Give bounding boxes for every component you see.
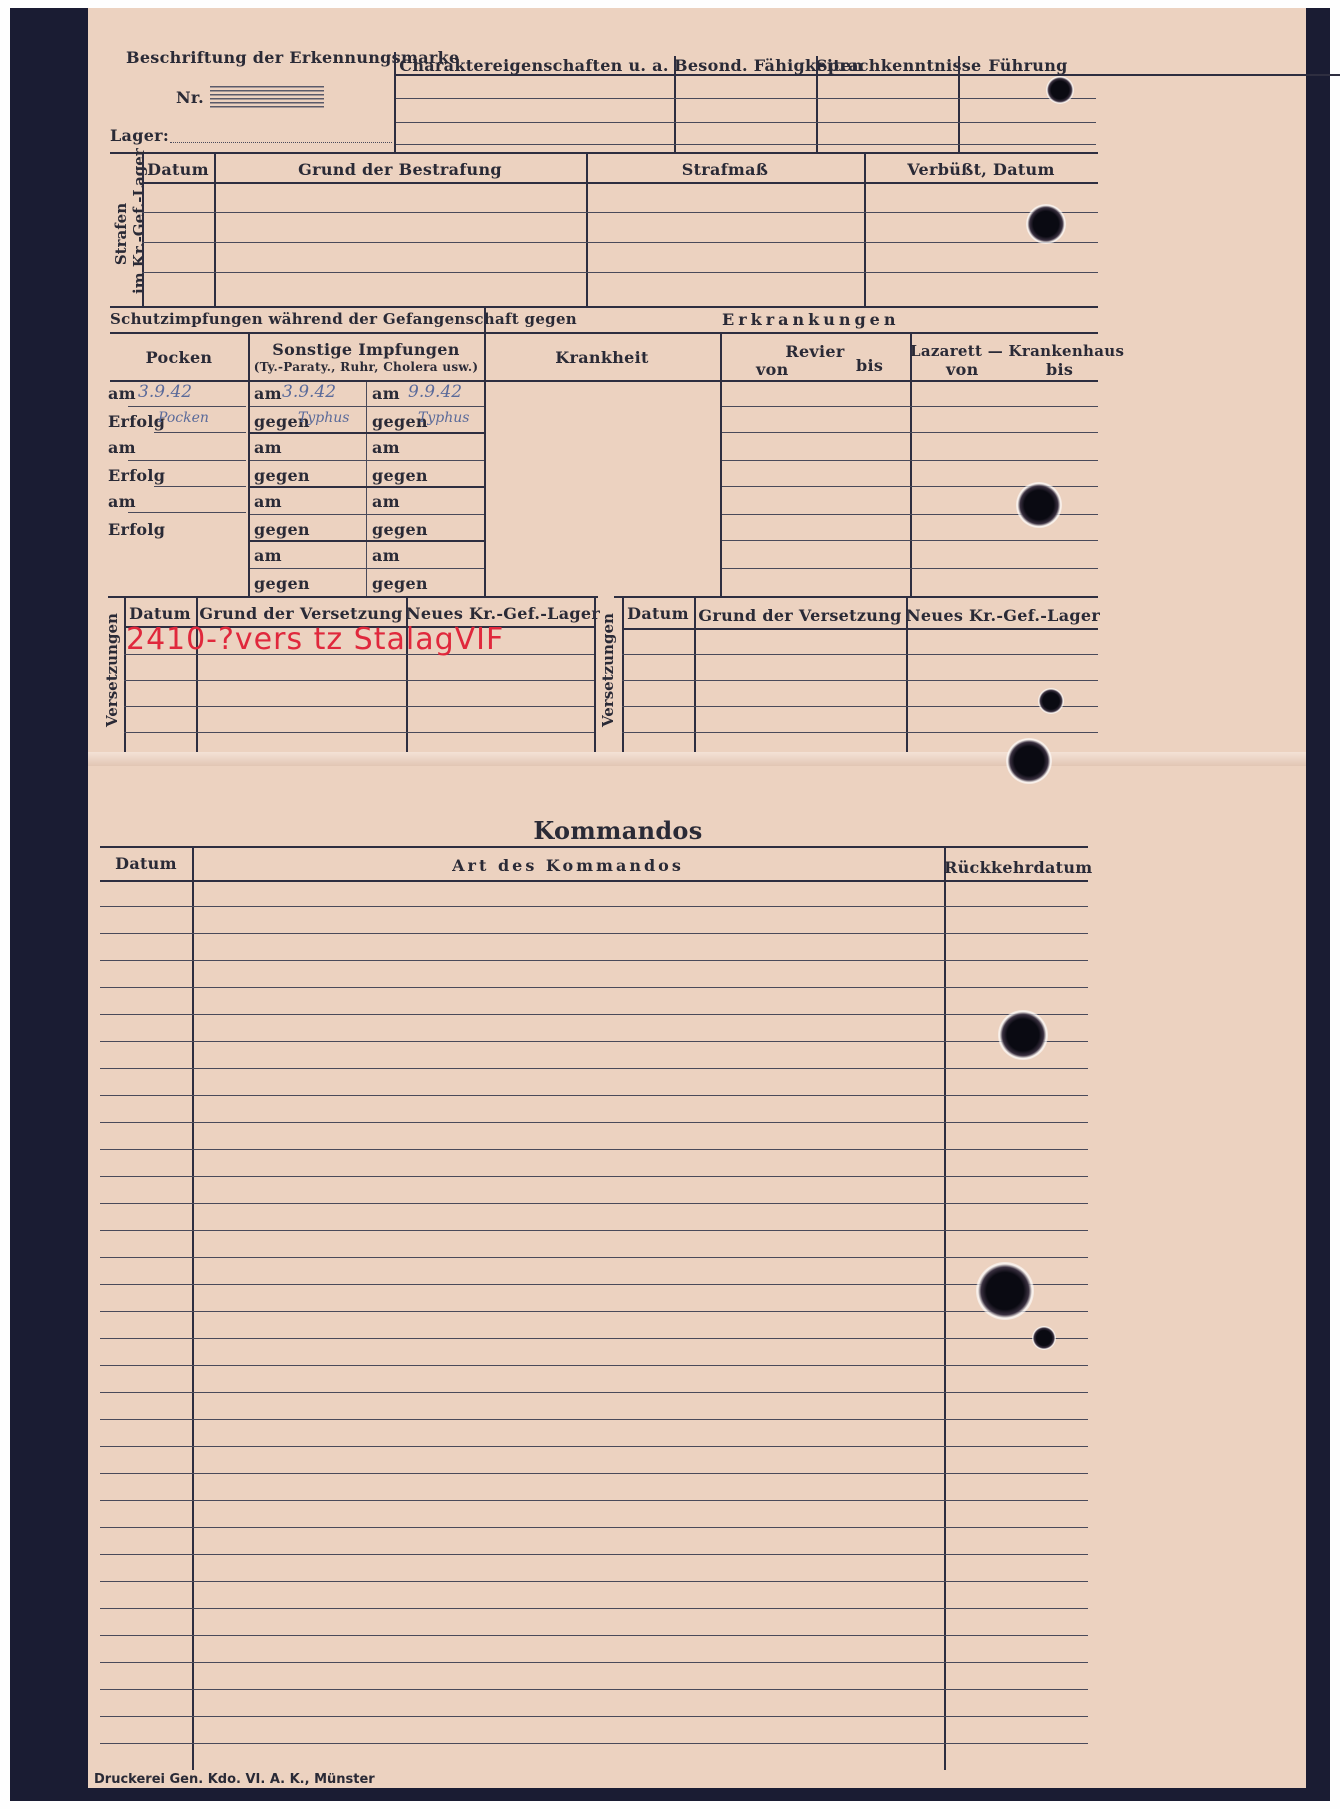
kommandos-row-line <box>100 960 1088 961</box>
kommandos-row-line <box>100 1014 1088 1015</box>
pocken-am-1: am <box>108 384 136 403</box>
sonstige-header: Sonstige Impfungen <box>272 340 460 359</box>
kommandos-row-line <box>100 933 1088 934</box>
kommandos-row-line <box>100 1581 1088 1582</box>
sonst1-gegen-4: gegen <box>254 574 310 593</box>
kommandos-row-line <box>100 1419 1088 1420</box>
kommandos-row-line <box>100 1257 1088 1258</box>
kommandos-row-line <box>100 1122 1088 1123</box>
kommandos-row-line <box>100 1203 1088 1204</box>
sonst1-gegen-3: gegen <box>254 520 310 539</box>
hand-pocken-date: 3.9.42 <box>138 382 193 402</box>
sonst1-am-3: am <box>254 492 282 511</box>
lager-label: Lager: <box>110 126 170 145</box>
kommandos-row-line <box>100 1662 1088 1663</box>
bullet-hole <box>1006 738 1052 784</box>
stamp-date: 24 <box>126 622 167 657</box>
sonst2-am-3: am <box>372 492 400 511</box>
hand-sonst1-date: 3.9.42 <box>282 382 337 402</box>
sprach-label: Sprachkenntnisse <box>816 56 982 75</box>
hand-sonst2-gegen: Typhus <box>418 410 470 426</box>
stamp-versetzt-stalag: 10-?vers tz StalagVIF <box>166 622 505 657</box>
hand-pocken-erfolg: Pocken <box>158 410 209 426</box>
document-sheet <box>88 8 1306 1788</box>
nr-label: Nr. <box>176 88 205 107</box>
bullet-hole <box>1046 76 1074 104</box>
sonst1-am-4: am <box>254 546 282 565</box>
vers-left-datum: Datum <box>129 604 191 623</box>
sonst2-gegen-3: gegen <box>372 520 428 539</box>
revier-bis: bis <box>856 356 884 375</box>
sonst1-am-1: am <box>254 384 282 403</box>
kommandos-row-line <box>100 1176 1088 1177</box>
kommandos-row-line <box>100 1041 1088 1042</box>
kommandos-row-line <box>100 906 1088 907</box>
kommandos-row-line <box>100 1527 1088 1528</box>
kommandos-row-line <box>100 1284 1088 1285</box>
pocken-erfolg-2: Erfolg <box>108 466 166 485</box>
kommandos-row-line <box>100 1608 1088 1609</box>
kommandos-row-line <box>100 1473 1088 1474</box>
sonst2-am-4: am <box>372 546 400 565</box>
bullet-hole <box>976 1262 1034 1320</box>
kommandos-art-header: Art des Kommandos <box>452 856 684 875</box>
bullet-hole <box>1026 204 1066 244</box>
sonst2-am-2: am <box>372 438 400 457</box>
kommandos-datum-header: Datum <box>115 854 177 873</box>
lazarett-header: Lazarett — Krankenhaus <box>910 342 1125 360</box>
hand-sonst1-gegen: Typhus <box>298 410 350 426</box>
fuehrung-label: Führung <box>988 56 1068 75</box>
charakter-label: Charaktereigenschaften u. a. <box>399 56 669 75</box>
lazarett-bis: bis <box>1046 360 1074 379</box>
hand-sonst2-date: 9.9.42 <box>408 382 463 402</box>
versetzungen-side-label-right: Versetzungen <box>599 613 617 727</box>
erkrankungen-title: Erkrankungen <box>722 310 900 329</box>
pocken-am-3: am <box>108 492 136 511</box>
vers-right-grund: Grund der Versetzung <box>698 606 902 625</box>
pocken-am-2: am <box>108 438 136 457</box>
erkennungsmarke-label: Beschriftung der Erkennungsmarke <box>126 48 460 67</box>
kommandos-row-line <box>100 1446 1088 1447</box>
strafen-grund-header: Grund der Bestrafung <box>298 160 502 179</box>
pocken-erfolg-3: Erfolg <box>108 520 166 539</box>
kommandos-row-line <box>100 1689 1088 1690</box>
kommandos-row-line <box>100 1635 1088 1636</box>
kommandos-row-line <box>100 1149 1088 1150</box>
kommandos-row-line <box>100 1392 1088 1393</box>
kommandos-row-line <box>100 1068 1088 1069</box>
vers-right-datum: Datum <box>627 604 689 623</box>
sonst1-gegen-1: gegen <box>254 412 310 431</box>
kommandos-row-line <box>100 1365 1088 1366</box>
scan-frame <box>10 8 1330 1801</box>
strafen-verbuesst-header: Verbüßt, Datum <box>907 160 1055 179</box>
kommandos-row-line <box>100 1743 1088 1744</box>
kommandos-row-line <box>100 987 1088 988</box>
pocken-erfolg-1: Erfolg <box>108 412 166 431</box>
lazarett-von: von <box>946 360 979 379</box>
kommandos-row-line <box>100 1095 1088 1096</box>
strafen-side-label: Strafen im Kr.-Gef.-Lager <box>112 148 148 294</box>
sonst2-gegen-4: gegen <box>372 574 428 593</box>
pocken-header: Pocken <box>145 348 213 367</box>
revier-header: Revier <box>785 342 845 361</box>
kommandos-row-line <box>100 1230 1088 1231</box>
bullet-hole <box>1032 1326 1056 1350</box>
impfungen-title: Schutzimpfungen während der Gefangenschaft gegen <box>110 310 578 328</box>
strafen-datum-header: Datum <box>147 160 209 179</box>
kommandos-title: Kommandos <box>533 816 703 845</box>
nr-redacted-box <box>210 86 324 108</box>
vers-left-neues: Neues Kr.-Gef.-Lager <box>406 604 601 623</box>
faehigkeiten-label: Besond. Fähigkeiten <box>674 56 864 75</box>
sonst2-am-1: am <box>372 384 400 403</box>
paper-fold <box>88 752 1306 766</box>
strafen-strafmass-header: Strafmaß <box>681 160 769 179</box>
sonst2-gegen-2: gegen <box>372 466 428 485</box>
bullet-hole <box>998 1010 1048 1060</box>
sonst2-gegen-1: gegen <box>372 412 428 431</box>
kommandos-row-line <box>100 1311 1088 1312</box>
kommandos-rueckkehr-header: Rückkehrdatum <box>944 858 1093 877</box>
kommandos-row-line <box>100 1338 1088 1339</box>
vers-right-neues: Neues Kr.-Gef.-Lager <box>906 606 1101 625</box>
sonstige-subheader: (Ty.-Paraty., Ruhr, Cholera usw.) <box>253 360 479 374</box>
versetzungen-side-label-left: Versetzungen <box>103 613 121 727</box>
revier-von: von <box>756 360 789 379</box>
sonst1-am-2: am <box>254 438 282 457</box>
bullet-hole <box>1038 688 1064 714</box>
sonst1-gegen-2: gegen <box>254 466 310 485</box>
kommandos-row-line <box>100 1500 1088 1501</box>
lager-dotted-line <box>170 142 392 143</box>
krankheit-header: Krankheit <box>555 348 649 367</box>
kommandos-row-line <box>100 1716 1088 1717</box>
kommandos-row-line <box>100 1554 1088 1555</box>
vers-left-grund: Grund der Versetzung <box>199 604 403 623</box>
printer-footer: Druckerei Gen. Kdo. VI. A. K., Münster <box>94 1772 375 1787</box>
bullet-hole <box>1016 482 1062 528</box>
